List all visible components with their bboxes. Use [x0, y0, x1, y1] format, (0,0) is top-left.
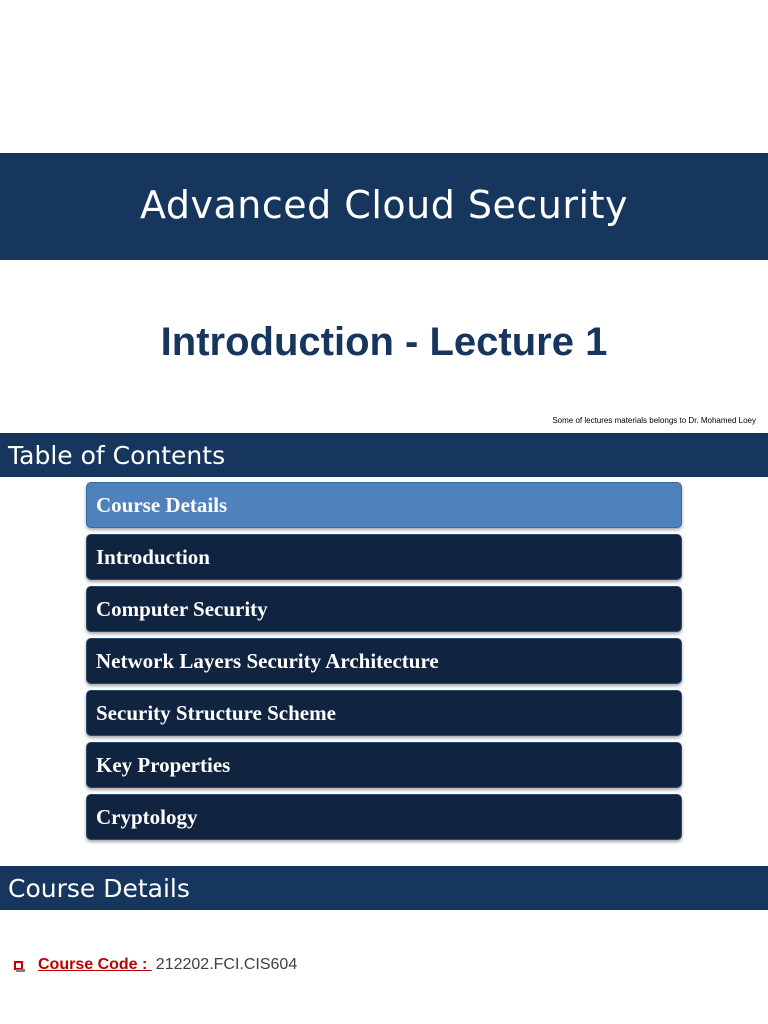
- course-code-value: 212202.FCI.CIS604: [155, 956, 298, 973]
- course-details-list: [14, 952, 297, 1010]
- credit-note: Some of lectures materials belongs to Dr. Mohamed Loey: [552, 416, 756, 425]
- toc-item-key-properties[interactable]: Key Properties: [86, 742, 682, 788]
- course-details-heading: Course Details: [8, 873, 190, 903]
- toc-item-course-details[interactable]: Course Details: [86, 482, 682, 528]
- toc-item-introduction[interactable]: Introduction: [86, 534, 682, 580]
- red-square-bullet-icon: [14, 961, 23, 970]
- toc-heading: Table of Contents: [8, 440, 226, 470]
- course-code-row: [14, 952, 297, 978]
- course-details-header: [0, 866, 768, 910]
- toc-header: [0, 433, 768, 477]
- toc-list: [86, 482, 682, 846]
- toc-item-network-layers[interactable]: Network Layers Security Architecture: [86, 638, 682, 684]
- course-code-label: Course Code :: [38, 956, 152, 973]
- document-title: Advanced Cloud Security: [140, 182, 628, 227]
- toc-item-computer-security[interactable]: Computer Security: [86, 586, 682, 632]
- title-band: [0, 153, 768, 260]
- lecture-subtitle: Introduction - Lecture 1: [160, 320, 608, 364]
- toc-item-cryptology[interactable]: Cryptology: [86, 794, 682, 840]
- toc-item-security-structure[interactable]: Security Structure Scheme: [86, 690, 682, 736]
